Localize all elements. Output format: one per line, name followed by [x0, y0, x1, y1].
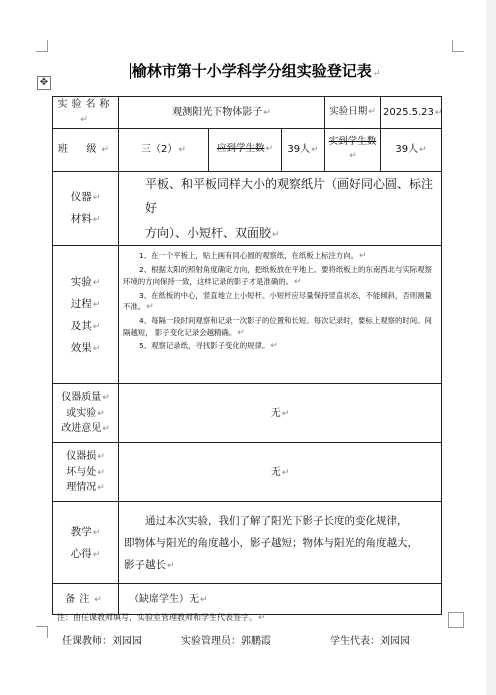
value-equipment[interactable]: 平板、和平板同样大小的观察纸片（画好同心圆、标注好 方向）、小短杆、双面胶↵ — [119, 171, 442, 246]
signature-teacher: 任课教师：刘园园 — [62, 636, 142, 647]
label-process: 实验↵ 过程↵ 及其↵ 效果↵ — [53, 246, 119, 384]
table-row — [53, 443, 442, 502]
list-item: 5、观察记录纸，寻找影子变化的规律。↵ — [139, 341, 278, 352]
table-row — [53, 384, 442, 443]
margin-corner-mark — [36, 40, 48, 52]
margin-corner-mark — [448, 612, 464, 628]
title-text: 榆林市第十小学科学分组实验登记表 — [131, 62, 372, 80]
registration-table — [52, 96, 442, 615]
table-row — [53, 97, 442, 129]
value-experiment-date[interactable]: 2025.5.23↵ — [381, 97, 442, 129]
value-quality[interactable]: 无↵ — [119, 384, 442, 443]
value-should-attend[interactable]: 39人↵ — [282, 128, 325, 171]
text-cursor — [130, 63, 131, 79]
label-should-attend: 应到学生数↵ — [209, 128, 282, 171]
table-row — [53, 171, 442, 246]
value-class[interactable]: 三（2）↵ — [119, 128, 209, 171]
value-actual-attend[interactable]: 39人↵ — [381, 128, 442, 171]
signature-lab-manager: 实验管理员：郭鹏霞 — [181, 636, 271, 647]
list-item: 1、在一个平板上，贴上画有同心圆的观察纸，在纸板上标注方向。↵ — [139, 251, 367, 262]
value-remarks[interactable]: （缺席学生）无↵ — [119, 584, 442, 615]
footnote: 注：由任课教师填写，实验室管理教师和学生代表签字。↵ — [57, 613, 266, 623]
table-move-handle-icon[interactable]: ✥ — [37, 76, 51, 90]
scroll-edge — [486, 0, 496, 695]
label-actual-attend: 实到学生数↵ — [325, 128, 381, 171]
list-item: 3、在纸板的中心，竖直地立上小短杆。小短杆应尽量保持竖直状态，不能倾斜，否则测量不准。↵ — [123, 290, 432, 313]
page-title: 榆林市第十小学科学分组实验登记表↵ — [131, 62, 381, 80]
value-damage[interactable]: 无↵ — [119, 443, 442, 502]
table-row — [53, 584, 442, 615]
label-class: 班 级↵ — [53, 128, 119, 171]
label-quality: 仪器质量↵ 或实验↵ 改进意见↵ — [53, 384, 119, 443]
table-row — [53, 128, 442, 171]
label-remarks: 备注↵ — [53, 584, 119, 615]
table-row — [53, 246, 442, 384]
value-process-steps[interactable] — [119, 246, 442, 384]
label-equipment: 仪器↵ 材料↵ — [53, 171, 119, 246]
label-experiment-name: 实验名称↵ — [53, 97, 119, 129]
label-damage: 仪器损↵ 坏与处↵ 理情况↵ — [53, 443, 119, 502]
margin-corner-mark — [36, 626, 48, 638]
margin-corner-mark — [452, 40, 464, 52]
value-experiment-name[interactable]: 观测阳光下物体影子↵ — [119, 97, 325, 129]
table-row — [53, 502, 442, 584]
label-experiment-date: 实验日期↵ — [325, 97, 381, 129]
value-reflection[interactable]: 通过本次实验，我们了解了阳光下影子长度的变化规律， 即物体与阳光的角度越小，影子越短；物体与阳光的角度越大， 影子越长↵ — [119, 502, 442, 584]
list-item: 4、每隔一段时间观察和记录一次影子的位置和长短。每次记录时，要标上观察的时间。间隔越短， 影子变化记录会越精确。↵ — [123, 316, 432, 338]
signature-student-rep: 学生代表：刘园园 — [330, 636, 410, 647]
list-item: 2、根据太阳的照射角度确定方向，把纸板放在平地上。要将纸板上的东南西北与实际观察环境的方向保持一致，这样记录的影子才是准确的。↵ — [123, 265, 432, 287]
label-reflection: 教学↵ 心得↵ — [53, 502, 119, 584]
